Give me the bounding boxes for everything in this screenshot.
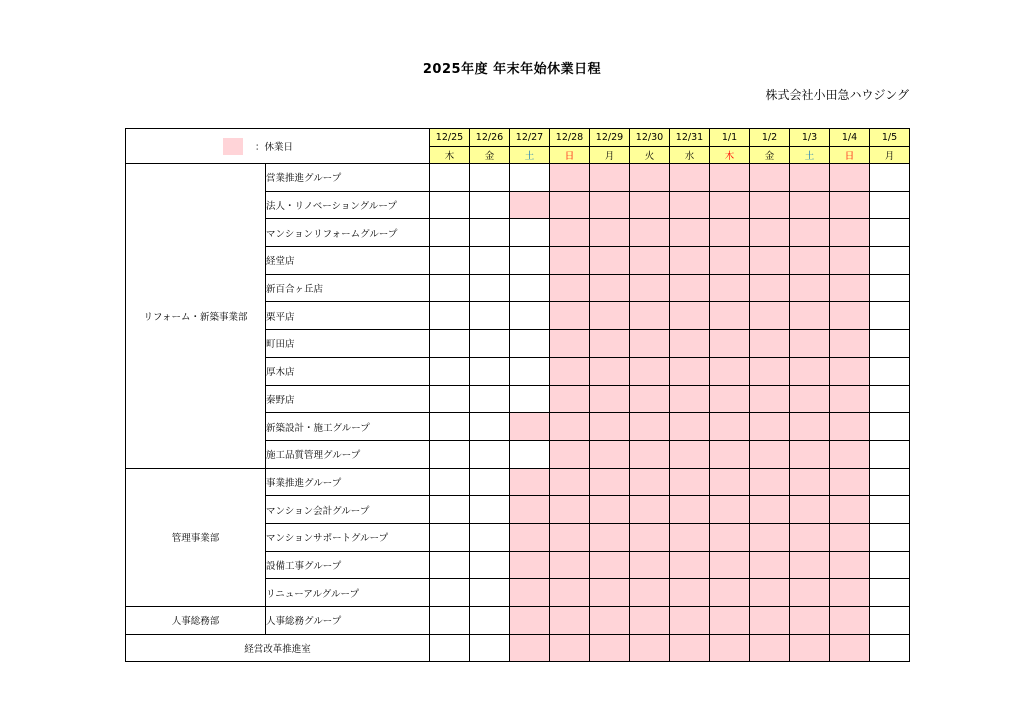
- holiday-cell: [550, 357, 590, 385]
- holiday-cell: [630, 440, 670, 468]
- holiday-schedule-table: [125, 128, 910, 662]
- holiday-legend-swatch: [223, 138, 243, 155]
- holiday-cell: [790, 191, 830, 219]
- weekday-header: 月: [870, 146, 910, 164]
- group-name: 栗平店: [266, 302, 430, 330]
- workday-cell: [870, 274, 910, 302]
- date-header: 12/25: [430, 129, 470, 147]
- holiday-cell: [630, 302, 670, 330]
- workday-cell: [870, 523, 910, 551]
- table-row: [126, 607, 910, 635]
- holiday-cell: [590, 579, 630, 607]
- legend-label: ：休業日: [255, 142, 294, 153]
- holiday-cell: [590, 385, 630, 413]
- holiday-cell: [630, 385, 670, 413]
- holiday-cell: [830, 496, 870, 524]
- holiday-cell: [830, 440, 870, 468]
- workday-cell: [870, 219, 910, 247]
- holiday-cell: [790, 330, 830, 358]
- holiday-cell: [590, 330, 630, 358]
- page-title: 2025年度 年末年始休業日程: [422, 62, 602, 77]
- holiday-cell: [630, 164, 670, 192]
- holiday-cell: [710, 274, 750, 302]
- holiday-cell: [510, 468, 550, 496]
- workday-cell: [870, 191, 910, 219]
- workday-cell: [470, 551, 510, 579]
- holiday-cell: [750, 634, 790, 662]
- date-header: 12/28: [550, 129, 590, 147]
- group-name: リニューアルグループ: [266, 579, 430, 607]
- holiday-cell: [670, 634, 710, 662]
- weekday-header: 金: [470, 146, 510, 164]
- holiday-cell: [790, 551, 830, 579]
- holiday-cell: [710, 607, 750, 635]
- workday-cell: [430, 468, 470, 496]
- holiday-cell: [550, 191, 590, 219]
- holiday-cell: [830, 413, 870, 441]
- workday-cell: [510, 385, 550, 413]
- workday-cell: [430, 440, 470, 468]
- workday-cell: [470, 579, 510, 607]
- holiday-cell: [670, 579, 710, 607]
- holiday-cell: [830, 551, 870, 579]
- workday-cell: [470, 523, 510, 551]
- holiday-cell: [830, 523, 870, 551]
- group-name: 町田店: [266, 330, 430, 358]
- workday-cell: [470, 385, 510, 413]
- weekday-header: 土: [510, 146, 550, 164]
- date-header: 1/3: [790, 129, 830, 147]
- workday-cell: [470, 468, 510, 496]
- workday-cell: [470, 302, 510, 330]
- holiday-cell: [590, 247, 630, 275]
- weekday-header: 土: [790, 146, 830, 164]
- group-name: マンション会計グループ: [266, 496, 430, 524]
- holiday-cell: [790, 274, 830, 302]
- workday-cell: [430, 385, 470, 413]
- holiday-cell: [750, 496, 790, 524]
- holiday-cell: [550, 440, 590, 468]
- holiday-cell: [750, 302, 790, 330]
- holiday-cell: [550, 468, 590, 496]
- holiday-cell: [670, 413, 710, 441]
- holiday-cell: [550, 607, 590, 635]
- holiday-cell: [550, 247, 590, 275]
- holiday-cell: [510, 496, 550, 524]
- holiday-cell: [510, 191, 550, 219]
- holiday-cell: [670, 274, 710, 302]
- holiday-cell: [630, 579, 670, 607]
- holiday-cell: [710, 634, 750, 662]
- holiday-cell: [510, 634, 550, 662]
- holiday-cell: [590, 551, 630, 579]
- holiday-cell: [830, 468, 870, 496]
- holiday-cell: [550, 413, 590, 441]
- holiday-cell: [590, 357, 630, 385]
- holiday-cell: [830, 330, 870, 358]
- holiday-cell: [590, 413, 630, 441]
- group-name: マンションサポートグループ: [266, 523, 430, 551]
- holiday-cell: [710, 496, 750, 524]
- workday-cell: [430, 523, 470, 551]
- holiday-cell: [710, 164, 750, 192]
- workday-cell: [510, 330, 550, 358]
- holiday-cell: [510, 579, 550, 607]
- holiday-cell: [750, 164, 790, 192]
- weekday-header: 水: [670, 146, 710, 164]
- workday-cell: [870, 579, 910, 607]
- workday-cell: [470, 191, 510, 219]
- holiday-cell: [750, 440, 790, 468]
- workday-cell: [870, 357, 910, 385]
- holiday-cell: [830, 634, 870, 662]
- holiday-cell: [630, 634, 670, 662]
- holiday-cell: [710, 468, 750, 496]
- workday-cell: [430, 330, 470, 358]
- group-name: 厚木店: [266, 357, 430, 385]
- holiday-cell: [750, 274, 790, 302]
- holiday-cell: [830, 385, 870, 413]
- table-row: [126, 164, 910, 192]
- workday-cell: [870, 607, 910, 635]
- holiday-cell: [710, 330, 750, 358]
- group-name: マンションリフォームグループ: [266, 219, 430, 247]
- workday-cell: [470, 440, 510, 468]
- holiday-cell: [590, 440, 630, 468]
- workday-cell: [470, 247, 510, 275]
- weekday-header: 日: [830, 146, 870, 164]
- holiday-cell: [710, 219, 750, 247]
- legend-cell: [126, 129, 430, 164]
- holiday-cell: [550, 579, 590, 607]
- workday-cell: [470, 413, 510, 441]
- holiday-cell: [790, 607, 830, 635]
- holiday-cell: [750, 357, 790, 385]
- holiday-cell: [590, 468, 630, 496]
- workday-cell: [510, 274, 550, 302]
- date-header: 1/2: [750, 129, 790, 147]
- workday-cell: [430, 634, 470, 662]
- holiday-cell: [550, 385, 590, 413]
- date-header: 12/29: [590, 129, 630, 147]
- holiday-cell: [670, 164, 710, 192]
- workday-cell: [430, 579, 470, 607]
- date-header: 12/30: [630, 129, 670, 147]
- holiday-cell: [670, 440, 710, 468]
- holiday-cell: [790, 413, 830, 441]
- holiday-cell: [790, 219, 830, 247]
- holiday-cell: [790, 164, 830, 192]
- group-name: 新百合ヶ丘店: [266, 274, 430, 302]
- workday-cell: [430, 247, 470, 275]
- holiday-cell: [790, 357, 830, 385]
- workday-cell: [870, 385, 910, 413]
- department-name: 経営改革推進室: [126, 634, 430, 662]
- holiday-cell: [630, 551, 670, 579]
- holiday-cell: [590, 302, 630, 330]
- table-row: [126, 634, 910, 662]
- holiday-cell: [710, 551, 750, 579]
- holiday-cell: [670, 607, 710, 635]
- holiday-cell: [710, 523, 750, 551]
- workday-cell: [430, 357, 470, 385]
- holiday-cell: [750, 551, 790, 579]
- holiday-cell: [670, 496, 710, 524]
- workday-cell: [470, 274, 510, 302]
- holiday-cell: [550, 274, 590, 302]
- holiday-cell: [630, 219, 670, 247]
- date-header: 12/31: [670, 129, 710, 147]
- workday-cell: [470, 357, 510, 385]
- workday-cell: [870, 302, 910, 330]
- holiday-cell: [670, 551, 710, 579]
- group-name: 経堂店: [266, 247, 430, 275]
- holiday-cell: [630, 496, 670, 524]
- group-name: 秦野店: [266, 385, 430, 413]
- holiday-cell: [790, 247, 830, 275]
- holiday-cell: [590, 164, 630, 192]
- date-header: 12/27: [510, 129, 550, 147]
- holiday-cell: [750, 607, 790, 635]
- holiday-cell: [750, 523, 790, 551]
- holiday-cell: [590, 274, 630, 302]
- holiday-cell: [790, 440, 830, 468]
- workday-cell: [470, 634, 510, 662]
- holiday-cell: [550, 164, 590, 192]
- holiday-cell: [670, 330, 710, 358]
- holiday-cell: [550, 634, 590, 662]
- holiday-cell: [670, 302, 710, 330]
- workday-cell: [470, 496, 510, 524]
- holiday-cell: [790, 634, 830, 662]
- workday-cell: [470, 219, 510, 247]
- date-header: 1/1: [710, 129, 750, 147]
- holiday-cell: [750, 468, 790, 496]
- workday-cell: [510, 302, 550, 330]
- holiday-cell: [550, 523, 590, 551]
- holiday-cell: [710, 579, 750, 607]
- workday-cell: [470, 164, 510, 192]
- holiday-cell: [510, 523, 550, 551]
- holiday-cell: [710, 440, 750, 468]
- workday-cell: [430, 191, 470, 219]
- holiday-cell: [790, 579, 830, 607]
- holiday-cell: [630, 357, 670, 385]
- holiday-cell: [750, 579, 790, 607]
- workday-cell: [870, 440, 910, 468]
- date-header: 1/5: [870, 129, 910, 147]
- group-name: 人事総務グループ: [266, 607, 430, 635]
- workday-cell: [430, 274, 470, 302]
- holiday-cell: [590, 607, 630, 635]
- holiday-cell: [830, 274, 870, 302]
- holiday-cell: [550, 496, 590, 524]
- holiday-cell: [830, 247, 870, 275]
- workday-cell: [430, 302, 470, 330]
- workday-cell: [870, 634, 910, 662]
- holiday-cell: [630, 330, 670, 358]
- weekday-header: 金: [750, 146, 790, 164]
- workday-cell: [870, 468, 910, 496]
- workday-cell: [470, 607, 510, 635]
- holiday-cell: [630, 413, 670, 441]
- holiday-cell: [750, 413, 790, 441]
- holiday-cell: [710, 302, 750, 330]
- workday-cell: [870, 164, 910, 192]
- holiday-cell: [830, 607, 870, 635]
- holiday-cell: [670, 357, 710, 385]
- workday-cell: [430, 164, 470, 192]
- holiday-cell: [670, 191, 710, 219]
- holiday-cell: [710, 413, 750, 441]
- holiday-cell: [830, 219, 870, 247]
- group-name: 設備工事グループ: [266, 551, 430, 579]
- weekday-header: 木: [710, 146, 750, 164]
- holiday-cell: [590, 634, 630, 662]
- department-name: リフォーム・新築事業部: [126, 164, 266, 469]
- workday-cell: [510, 247, 550, 275]
- weekday-header: 日: [550, 146, 590, 164]
- holiday-cell: [830, 164, 870, 192]
- holiday-cell: [790, 496, 830, 524]
- workday-cell: [430, 551, 470, 579]
- holiday-cell: [830, 191, 870, 219]
- holiday-cell: [830, 302, 870, 330]
- group-name: 新築設計・施工グループ: [266, 413, 430, 441]
- group-name: 施工品質管理グループ: [266, 440, 430, 468]
- holiday-cell: [590, 219, 630, 247]
- weekday-header: 月: [590, 146, 630, 164]
- department-name: 管理事業部: [126, 468, 266, 606]
- holiday-cell: [590, 496, 630, 524]
- table-row: [126, 468, 910, 496]
- holiday-cell: [550, 302, 590, 330]
- holiday-cell: [550, 551, 590, 579]
- date-header: 12/26: [470, 129, 510, 147]
- weekday-header: 木: [430, 146, 470, 164]
- workday-cell: [870, 247, 910, 275]
- holiday-cell: [550, 330, 590, 358]
- holiday-cell: [710, 385, 750, 413]
- group-name: 事業推進グループ: [266, 468, 430, 496]
- holiday-cell: [670, 523, 710, 551]
- workday-cell: [430, 413, 470, 441]
- holiday-cell: [670, 385, 710, 413]
- holiday-cell: [710, 191, 750, 219]
- company-name: 株式会社小田急ハウジング: [765, 88, 909, 102]
- holiday-cell: [710, 357, 750, 385]
- holiday-cell: [790, 523, 830, 551]
- holiday-cell: [830, 579, 870, 607]
- holiday-cell: [670, 468, 710, 496]
- workday-cell: [510, 440, 550, 468]
- holiday-cell: [590, 523, 630, 551]
- holiday-cell: [510, 413, 550, 441]
- holiday-cell: [790, 385, 830, 413]
- holiday-cell: [790, 468, 830, 496]
- workday-cell: [870, 330, 910, 358]
- holiday-cell: [630, 607, 670, 635]
- workday-cell: [870, 551, 910, 579]
- holiday-cell: [750, 330, 790, 358]
- holiday-cell: [630, 274, 670, 302]
- workday-cell: [430, 496, 470, 524]
- workday-cell: [430, 219, 470, 247]
- holiday-cell: [750, 219, 790, 247]
- holiday-cell: [630, 523, 670, 551]
- holiday-cell: [670, 219, 710, 247]
- workday-cell: [870, 413, 910, 441]
- holiday-cell: [750, 385, 790, 413]
- holiday-cell: [510, 551, 550, 579]
- holiday-cell: [510, 607, 550, 635]
- workday-cell: [510, 164, 550, 192]
- workday-cell: [510, 219, 550, 247]
- holiday-cell: [630, 247, 670, 275]
- holiday-cell: [590, 191, 630, 219]
- holiday-cell: [630, 468, 670, 496]
- department-name: 人事総務部: [126, 607, 266, 635]
- holiday-cell: [630, 191, 670, 219]
- holiday-cell: [750, 191, 790, 219]
- holiday-cell: [710, 247, 750, 275]
- workday-cell: [470, 330, 510, 358]
- group-name: 法人・リノベーショングループ: [266, 191, 430, 219]
- holiday-cell: [750, 247, 790, 275]
- date-header: 1/4: [830, 129, 870, 147]
- weekday-header: 火: [630, 146, 670, 164]
- workday-cell: [510, 357, 550, 385]
- workday-cell: [870, 496, 910, 524]
- holiday-cell: [550, 219, 590, 247]
- holiday-cell: [670, 247, 710, 275]
- holiday-cell: [790, 302, 830, 330]
- holiday-cell: [830, 357, 870, 385]
- workday-cell: [430, 607, 470, 635]
- group-name: 営業推進グループ: [266, 164, 430, 192]
